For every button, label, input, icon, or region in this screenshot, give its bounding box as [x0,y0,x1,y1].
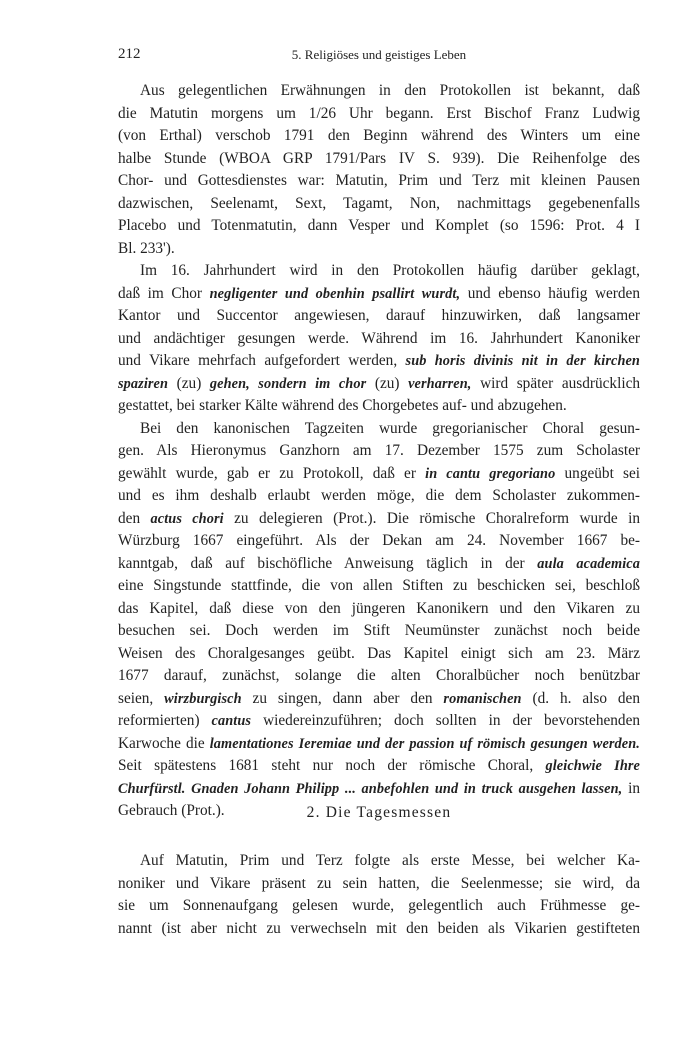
text-line: gestattet, bei starker Kälte während des Chorgebetes auf- und abzugehen. [118,397,567,414]
text-line: Im 16. Jahrhundert wird in den Protokollen häufig darüber geklagt, [140,262,640,279]
text-line: gen. Als Hieronymus Ganzhorn am 17. Dezember 1575 zum Scholaster [118,442,640,459]
text-line: Auf Matutin, Prim und Terz folgte als erste Messe, bei welcher Ka- [140,852,640,869]
text-line: Gebrauch (Prot.). [118,802,225,819]
page-number: 212 [118,46,141,62]
text-line: Kantor und Succentor angewiesen, darauf hinzuwirken, daß langsamer [118,307,640,324]
text-line: und andächtiger gesungen werde. Während im 16. Jahrhundert Kanoniker [118,329,640,347]
text-line: reformierten) cantus wiedereinzuführen; doch sollten in der bevorstehenden [118,712,640,729]
text-line: gewählt wurde, gab er zu Protokoll, daß er in cantu gregoriano ungeübt sei [118,464,640,482]
text-line: Churfürstl. Gnaden Johann Philipp ... anbefohlen und in truck ausgehen lassen, in [118,779,640,797]
text-line: sie um Sonnenaufgang gelesen wurde, gelegentlich auch Frühmesse ge- [118,897,640,914]
text-line: nannt (ist aber nicht zu verwechseln mit den beiden als Vikarien gestifteten [118,919,640,937]
text-line: Aus gelegentlichen Erwähnungen in den Protokollen ist bekannt, daß [140,82,640,99]
main-text [118,80,640,823]
text-line: die Matutin morgens um 1/26 Uhr begann. Erst Bischof Franz Ludwig [118,104,640,122]
text-line: dazwischen, Seelenamt, Sext, Tagamt, Non, nachmittags gegebenenfalls [118,194,640,212]
text-line: spaziren (zu) gehen, sondern im chor (zu) verharren, wird später ausdrücklich [118,374,640,392]
text-line: kanntgab, daß auf bischöfliche Anweisung täglich in der aula academica [118,554,640,572]
text-line: daß im Chor negligenter und obenhin psallirt wurdt, und ebenso häufig werden [118,284,640,302]
text-line: Karwoche die lamentationes Ieremiae und der passion uf römisch gesungen werden. [118,734,640,752]
text-line: und Vikare mehrfach aufgefordert werden, sub horis divinis nit in der kirchen [118,352,640,369]
text-line: Placebo und Totenmatutin, dann Vesper und Komplet (so 1596: Prot. 4 I [118,217,640,234]
text-line: eine Singstunde stattfinde, die von allen Stiften zu beschicken sei, beschloß [118,577,640,594]
text-line: und es ihm deshalb erlaubt werden möge, die dem Scholaster zukommen- [118,487,640,504]
text-line: das Kapitel, daß diese von den jüngeren Kanonikern und den Vikaren zu [118,599,640,617]
text-line: Weisen des Choralgesanges geübt. Das Kapitel einigt sich am 23. März [118,644,640,662]
text-line: seien, wirzburgisch zu singen, dann aber den romanischen (d. h. also den [118,689,640,707]
latin-quote: sub horis divinis nit in der kirchen [405,353,640,369]
text-line: noniker und Vikare präsent zu sein hatten, die Seelenmesse; sie wird, da [118,874,640,892]
text-line: den actus chori zu delegieren (Prot.). Die römische Choralreform wurde in [118,509,640,527]
text-line: besuchen sei. Doch werden im Stift Neumünster zunächst noch beide [118,622,640,639]
text-line: Bl. 233'). [118,239,175,257]
text-line: halbe Stunde (WBOA GRP 1791/Pars IV S. 939). Die Reihenfolge des [118,149,640,167]
section-heading: 2. Die Tagesmessen [306,804,452,821]
latin-quote: negligenter und obenhin psallirt wurdt, [209,285,461,302]
text-line: Würzburg 1667 eingeführt. Als der Dekan am 24. November 1667 be- [118,532,640,549]
text-line: Chor- und Gottesdienstes war: Matutin, Prim und Terz mit kleinen Pausen [118,172,640,189]
text-line: 1677 darauf, zunächst, solange die alten Choralbücher noch benützbar [118,667,640,684]
running-head: 5. Religiöses und geistiges Leben [291,47,467,62]
text-line: Bei den kanonischen Tagzeiten wurde gregorianischer Choral gesun- [140,419,640,437]
page-header [118,46,640,66]
text-line: (von Erthal) verschob 1791 den Beginn während des Winters um eine [118,127,640,144]
section-text [118,850,640,940]
text-line: Seit spätestens 1681 steht nur noch der römische Choral, gleichwie Ihre [118,757,640,774]
